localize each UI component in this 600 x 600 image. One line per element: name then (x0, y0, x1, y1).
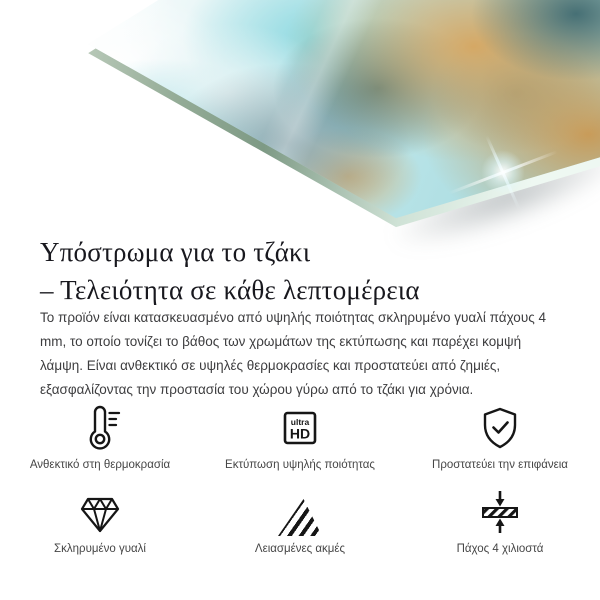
feature-label: Προστατεύει την επιφάνεια (432, 459, 568, 471)
feature-label: Εκτύπωση υψηλής ποιότητας (225, 459, 375, 471)
feature-item-tempered-glass (0, 486, 200, 556)
feature-item-print-quality (200, 402, 400, 472)
feature-label: Λειασμένες ακμές (254, 543, 346, 555)
ultra-hd-badge-top: ultra (290, 417, 310, 427)
feature-item-temperature (0, 402, 200, 472)
product-description: Το προϊόν είναι κατασκευασμένο από υψηλής ποιότητας σκληρυμένο γυαλί πάχους 4 mm, το οποίο τονίζει το βάθος των χρωμάτων της εκτύπωσης και παρέχει κομψή λάμψη. Είναι ανθεκτικό σε υψηλές θερμοκρασίες και προστατεύει από ζημιές, εξασφαλίζοντας την προστασία του χώρου γύρω από το τζάκι για χρόνια. (40, 310, 546, 397)
thickness-icon (476, 486, 524, 536)
feature-grid (0, 402, 600, 556)
page-title (40, 233, 420, 309)
feature-label: Σκληρυμένο γυαλί (54, 543, 146, 555)
feature-label: Ανθεκτικό στη θερμοκρασία (29, 459, 171, 471)
ultra-hd-badge-bottom: HD (289, 425, 311, 442)
ultra-hd-icon (276, 402, 324, 452)
feature-item-thickness (400, 486, 600, 556)
feature-item-polished-edges (200, 486, 400, 556)
product-hero-image (0, 0, 600, 232)
diamond-icon (76, 486, 124, 536)
feature-label: Πάχος 4 χιλιοστά (456, 543, 544, 555)
shield-check-icon (476, 402, 524, 452)
polished-edges-icon (278, 486, 322, 536)
page-title-line2: – Τελειότητα σε κάθε λεπτομέρεια (40, 275, 420, 305)
feature-item-protection (400, 402, 600, 472)
page-title-line1: Υπόστρωμα για το τζάκι (40, 237, 311, 267)
thermometer-icon (76, 402, 124, 452)
marble-artwork (0, 0, 600, 232)
